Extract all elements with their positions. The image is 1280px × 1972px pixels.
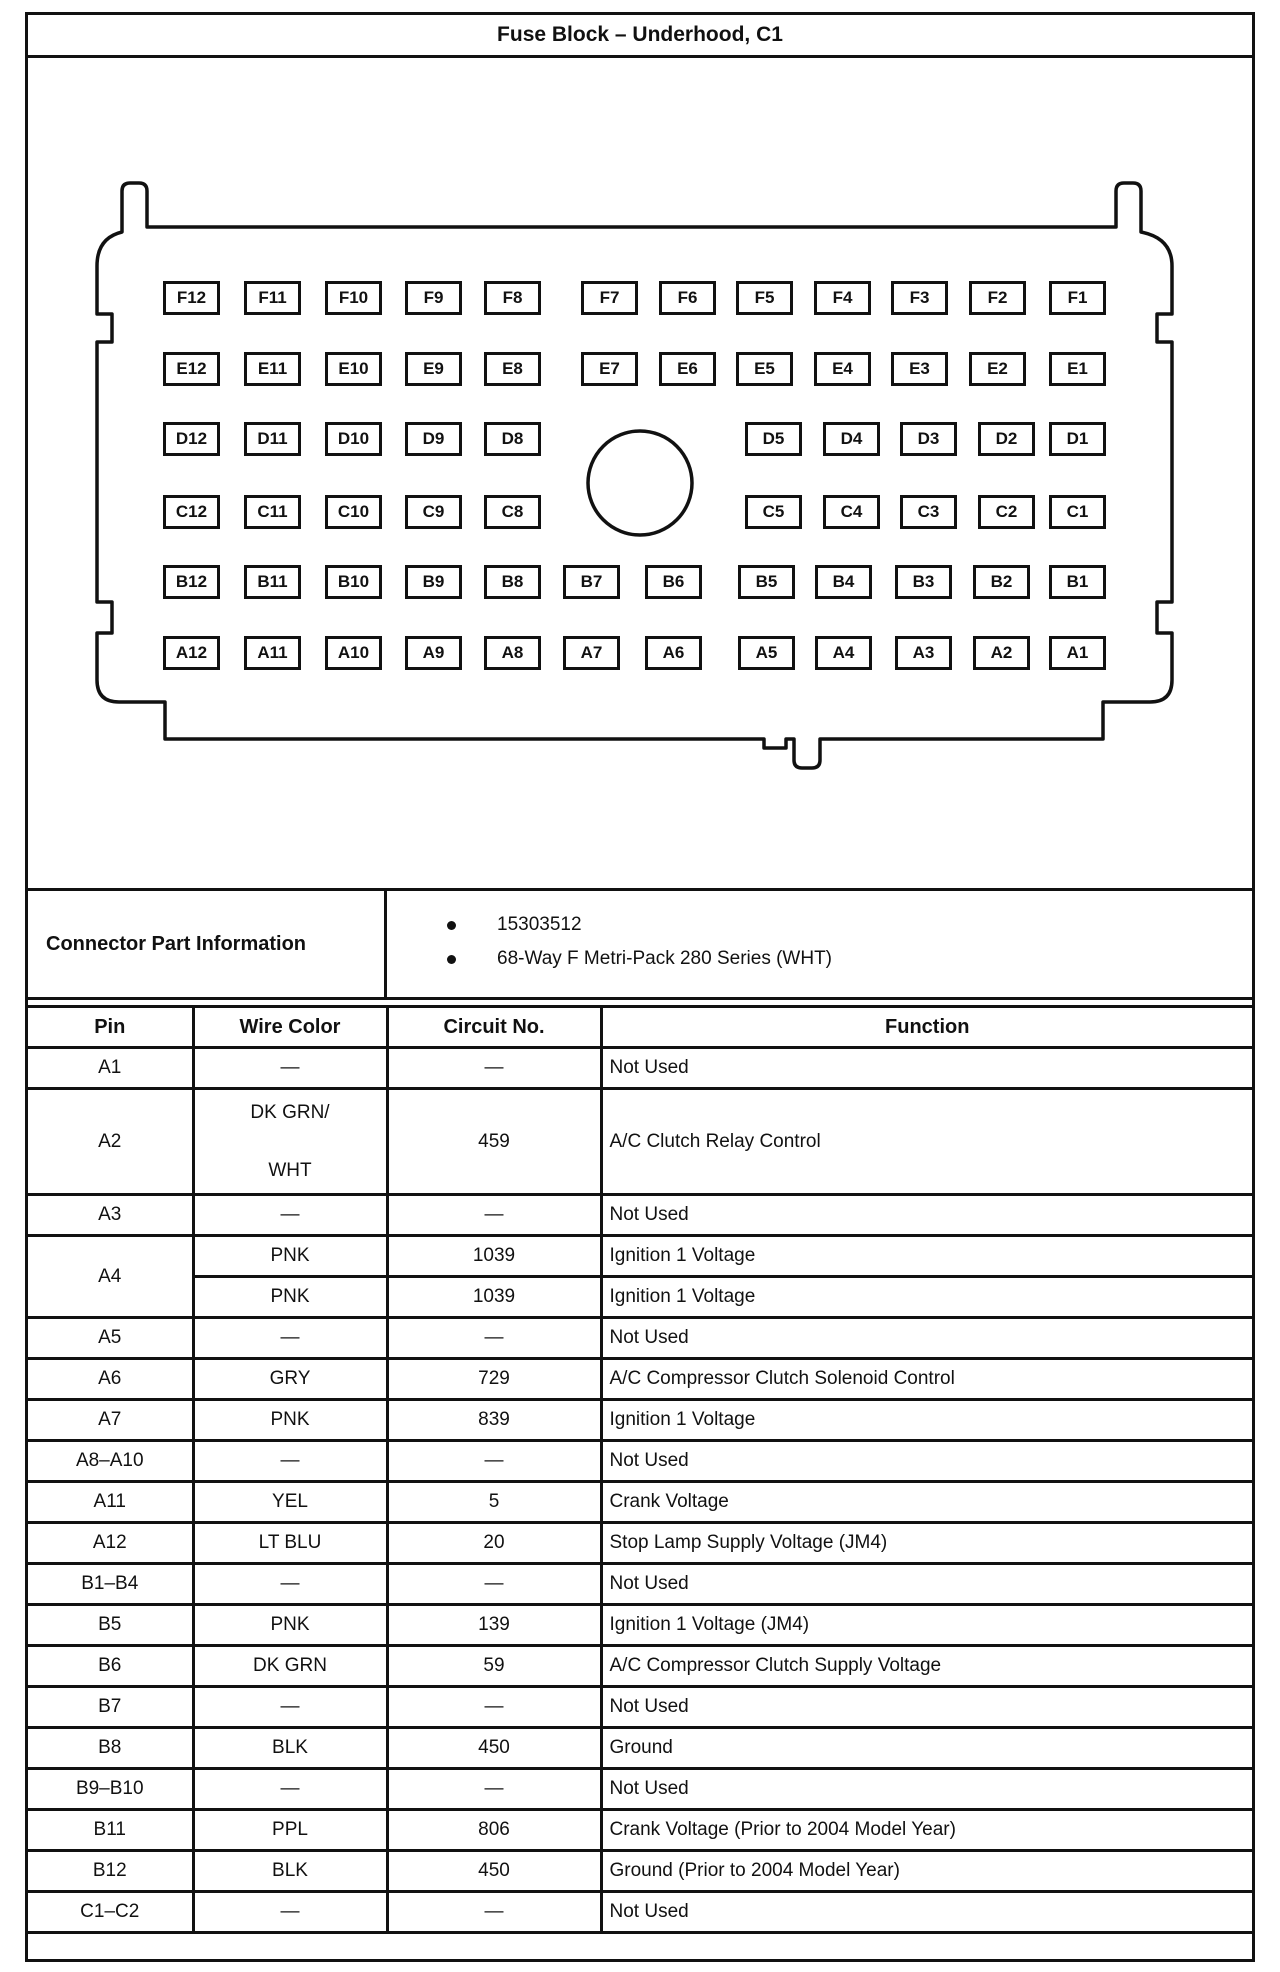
cell-circuit-no: 459 [387,1089,601,1195]
col-header-wire-color: Wire Color [193,1007,387,1048]
cell-pin: B7 [28,1687,193,1728]
pin-A7: A7 [563,636,620,670]
pin-E8: E8 [484,352,541,386]
pin-C12: C12 [163,495,220,529]
pin-F9: F9 [405,281,462,315]
pin-A11: A11 [244,636,301,670]
cell-circuit-no: 5 [387,1482,601,1523]
cell-function: Not Used [601,1892,1252,1933]
cell-function: Not Used [601,1769,1252,1810]
cell-pin: A8–A10 [28,1441,193,1482]
connector-diagram [28,58,1252,888]
connector-outline [28,58,1255,888]
pin-A1: A1 [1049,636,1106,670]
cell-circuit-no: 59 [387,1646,601,1687]
pin-D12: D12 [163,422,220,456]
table-row [28,1728,1252,1769]
pin-F1: F1 [1049,281,1106,315]
cell-circuit-no: — [387,1195,601,1236]
pin-C1: C1 [1049,495,1106,529]
cell-function: Ignition 1 Voltage (JM4) [601,1605,1252,1646]
col-header-circuit-no: Circuit No. [387,1007,601,1048]
col-header-function: Function [601,1007,1252,1048]
cell-circuit-no: 1039 [387,1277,601,1318]
pin-F2: F2 [969,281,1026,315]
part-number-item [447,908,1242,942]
cell-wire-color: — [193,1048,387,1089]
cell-circuit-no: — [387,1441,601,1482]
pin-E12: E12 [163,352,220,386]
part-info-label: Connector Part Information [28,891,387,997]
pin-F6: F6 [659,281,716,315]
cell-wire-color: YEL [193,1482,387,1523]
cell-function: Crank Voltage (Prior to 2004 Model Year) [601,1810,1252,1851]
pin-D2: D2 [978,422,1035,456]
table-row [28,1769,1252,1810]
pin-A6: A6 [645,636,702,670]
cell-wire-color: BLK [193,1851,387,1892]
pin-B2: B2 [973,565,1030,599]
cell-function: A/C Clutch Relay Control [601,1089,1252,1195]
part-number: 15303512 [497,914,582,935]
cell-wire-color: BLK [193,1728,387,1769]
pin-E2: E2 [969,352,1026,386]
cell-function: A/C Compressor Clutch Supply Voltage [601,1646,1252,1687]
pin-D1: D1 [1049,422,1106,456]
cell-wire-color: — [193,1892,387,1933]
pin-D3: D3 [900,422,957,456]
pin-D4: D4 [823,422,880,456]
cell-circuit-no: — [387,1892,601,1933]
part-info-section [28,888,1252,1000]
cell-wire-color: — [193,1687,387,1728]
pin-C2: C2 [978,495,1035,529]
pin-table [28,1005,1252,1934]
cell-function: Ground [601,1728,1252,1769]
table-row [28,1892,1252,1933]
pin-E3: E3 [891,352,948,386]
cell-pin: C1–C2 [28,1892,193,1933]
pin-E4: E4 [814,352,871,386]
cell-circuit-no: — [387,1769,601,1810]
part-series-item [447,942,1242,976]
cell-wire-color: — [193,1769,387,1810]
cell-function: Crank Voltage [601,1482,1252,1523]
cell-wire-color: PNK [193,1277,387,1318]
cell-function: Not Used [601,1195,1252,1236]
table-row [28,1089,1252,1195]
pin-E11: E11 [244,352,301,386]
cell-wire-color: — [193,1441,387,1482]
cell-circuit-no: 450 [387,1728,601,1769]
cell-pin: A3 [28,1195,193,1236]
pin-E1: E1 [1049,352,1106,386]
cell-function: Not Used [601,1687,1252,1728]
table-row [28,1564,1252,1605]
cell-wire-color: PNK [193,1605,387,1646]
pin-C9: C9 [405,495,462,529]
cell-function: Stop Lamp Supply Voltage (JM4) [601,1523,1252,1564]
table-row [28,1605,1252,1646]
pin-B10: B10 [325,565,382,599]
cell-circuit-no: — [387,1564,601,1605]
cell-wire-color: — [193,1195,387,1236]
pin-A8: A8 [484,636,541,670]
pin-C11: C11 [244,495,301,529]
cell-circuit-no: 450 [387,1851,601,1892]
cell-circuit-no: — [387,1048,601,1089]
cell-pin: A6 [28,1359,193,1400]
cell-pin: A2 [28,1089,193,1195]
header-row [28,1007,1252,1048]
pin-C4: C4 [823,495,880,529]
cell-function: Ignition 1 Voltage [601,1277,1252,1318]
cell-pin: A5 [28,1318,193,1359]
pin-B4: B4 [815,565,872,599]
bullet-icon [447,955,456,964]
pin-C10: C10 [325,495,382,529]
pin-D8: D8 [484,422,541,456]
connector-body-outline [97,183,1172,768]
cell-function: A/C Compressor Clutch Solenoid Control [601,1359,1252,1400]
cell-function: Not Used [601,1441,1252,1482]
pin-A5: A5 [738,636,795,670]
cell-wire-color: — [193,1564,387,1605]
table-row [28,1646,1252,1687]
cell-wire-color: PNK [193,1236,387,1277]
table-row [28,1236,1252,1277]
pin-F3: F3 [891,281,948,315]
table-row [28,1810,1252,1851]
pin-B9: B9 [405,565,462,599]
pin-F7: F7 [581,281,638,315]
pin-B1: B1 [1049,565,1106,599]
pin-F4: F4 [814,281,871,315]
cell-wire-color: DK GRN/ WHT [193,1089,387,1195]
table-row [28,1523,1252,1564]
cell-function: Not Used [601,1318,1252,1359]
pin-C3: C3 [900,495,957,529]
title-bar [28,15,1252,58]
cell-wire-color: — [193,1318,387,1359]
cell-pin: B12 [28,1851,193,1892]
pin-A9: A9 [405,636,462,670]
cell-pin: A1 [28,1048,193,1089]
pin-F5: F5 [736,281,793,315]
cell-circuit-no: 839 [387,1400,601,1441]
table-row [28,1687,1252,1728]
part-series: 68-Way F Metri-Pack 280 Series (WHT) [497,948,833,969]
pin-B12: B12 [163,565,220,599]
cell-function: Ignition 1 Voltage [601,1400,1252,1441]
cell-pin: B9–B10 [28,1769,193,1810]
cell-pin: A7 [28,1400,193,1441]
cell-circuit-no: 139 [387,1605,601,1646]
col-header-pin: Pin [28,1007,193,1048]
pin-B3: B3 [895,565,952,599]
pin-D10: D10 [325,422,382,456]
cell-pin: B11 [28,1810,193,1851]
bullet-icon [447,921,456,930]
pin-D5: D5 [745,422,802,456]
pin-A10: A10 [325,636,382,670]
pin-table-header [28,1007,1252,1048]
pin-E9: E9 [405,352,462,386]
table-row [28,1482,1252,1523]
document-frame [25,12,1255,1962]
connector-center-hole [588,431,692,535]
pin-table-body [28,1048,1252,1933]
table-row [28,1277,1252,1318]
table-row [28,1851,1252,1892]
cell-pin: B1–B4 [28,1564,193,1605]
pin-B11: B11 [244,565,301,599]
cell-pin: A11 [28,1482,193,1523]
cell-wire-color: GRY [193,1359,387,1400]
pin-F11: F11 [244,281,301,315]
table-row [28,1359,1252,1400]
pin-E10: E10 [325,352,382,386]
pin-C8: C8 [484,495,541,529]
cell-circuit-no: — [387,1687,601,1728]
pin-A2: A2 [973,636,1030,670]
pin-B8: B8 [484,565,541,599]
pin-E5: E5 [736,352,793,386]
cell-circuit-no: 729 [387,1359,601,1400]
cell-circuit-no: — [387,1318,601,1359]
cell-wire-color: DK GRN [193,1646,387,1687]
cell-wire-color: PPL [193,1810,387,1851]
table-row [28,1400,1252,1441]
cell-pin: B6 [28,1646,193,1687]
pin-B7: B7 [563,565,620,599]
page-title: Fuse Block – Underhood, C1 [497,23,783,46]
pin-A12: A12 [163,636,220,670]
pin-F12: F12 [163,281,220,315]
pin-E7: E7 [581,352,638,386]
part-info-items [387,891,1252,997]
pin-F8: F8 [484,281,541,315]
table-row [28,1318,1252,1359]
cell-pin: A12 [28,1523,193,1564]
cell-wire-color: PNK [193,1400,387,1441]
pin-B5: B5 [738,565,795,599]
cell-function: Not Used [601,1564,1252,1605]
pin-B6: B6 [645,565,702,599]
pin-E6: E6 [659,352,716,386]
pin-D11: D11 [244,422,301,456]
cell-circuit-no: 20 [387,1523,601,1564]
table-row [28,1441,1252,1482]
cell-pin: A4 [28,1236,193,1318]
cell-circuit-no: 1039 [387,1236,601,1277]
table-row [28,1195,1252,1236]
table-row [28,1048,1252,1089]
pin-D9: D9 [405,422,462,456]
cell-function: Ignition 1 Voltage [601,1236,1252,1277]
cell-pin: B5 [28,1605,193,1646]
cell-pin: B8 [28,1728,193,1769]
pin-A3: A3 [895,636,952,670]
cell-function: Ground (Prior to 2004 Model Year) [601,1851,1252,1892]
cell-wire-color: LT BLU [193,1523,387,1564]
cell-function: Not Used [601,1048,1252,1089]
pin-A4: A4 [815,636,872,670]
pin-F10: F10 [325,281,382,315]
cell-circuit-no: 806 [387,1810,601,1851]
pin-C5: C5 [745,495,802,529]
